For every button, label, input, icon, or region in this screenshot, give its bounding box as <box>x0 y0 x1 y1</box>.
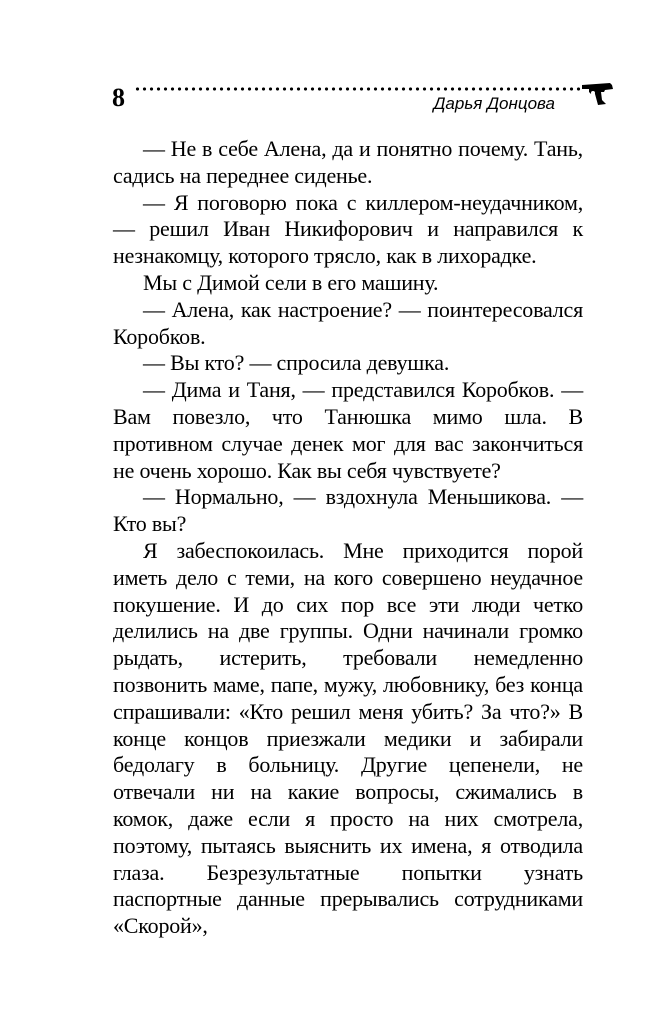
revolver-icon <box>580 80 616 106</box>
paragraph: — Не в себе Алена, да и понятно почему. Тань, садись на переднее сиденье. <box>113 136 583 188</box>
paragraph: Мы с Димой сели в его машину. <box>143 269 439 295</box>
paragraph: — Вы кто? — спросила девушка. <box>143 350 450 376</box>
paragraph: — Нормально, — вздохнула Меньшикова. — Кто вы? <box>113 484 583 537</box>
running-header <box>112 78 612 118</box>
book-text <box>113 136 583 940</box>
dotted-rule <box>134 86 582 92</box>
paragraph: — Я поговорю пока с киллером-неудачником, — решил Иван Никифорович и направился к незнакомцу, которого трясло, как в лихорадке. <box>113 189 583 269</box>
paragraph: — Дима и Таня, — представился Коробков. — Вам повезло, что Танюшка мимо шла. В противном случае денек мог для вас закончиться не очень хорошо. Как вы себя чувствуете? <box>113 377 583 483</box>
paragraph: — Алена, как настроение? — поинтересовался Коробков. <box>113 296 583 349</box>
paragraph: Я забеспокоилась. Мне приходится порой иметь дело с теми, на кого совершено неудачное покушение. И до сих пор все эти люди четко делились на две группы. Одни начинали громко рыдать, истерить, требовали немедленно позвонить маме, папе, мужу, любовнику, без конца спрашивали: «Кто решил меня убить? За что?» В конце концов приезжали медики и забирали бедолагу в больницу. Другие цепенели, не отвечали ни на какие вопросы, сжимались в комок, даже если я просто на них смотрела, поэтому, пытаясь выяснить их имена, я отводила глаза. Безрезультатные попытки узнать паспортные данные прерывались сотрудниками «Скорой», <box>113 537 583 939</box>
page-number: 8 <box>112 83 125 112</box>
author-name: Дарья Донцова <box>433 94 555 113</box>
